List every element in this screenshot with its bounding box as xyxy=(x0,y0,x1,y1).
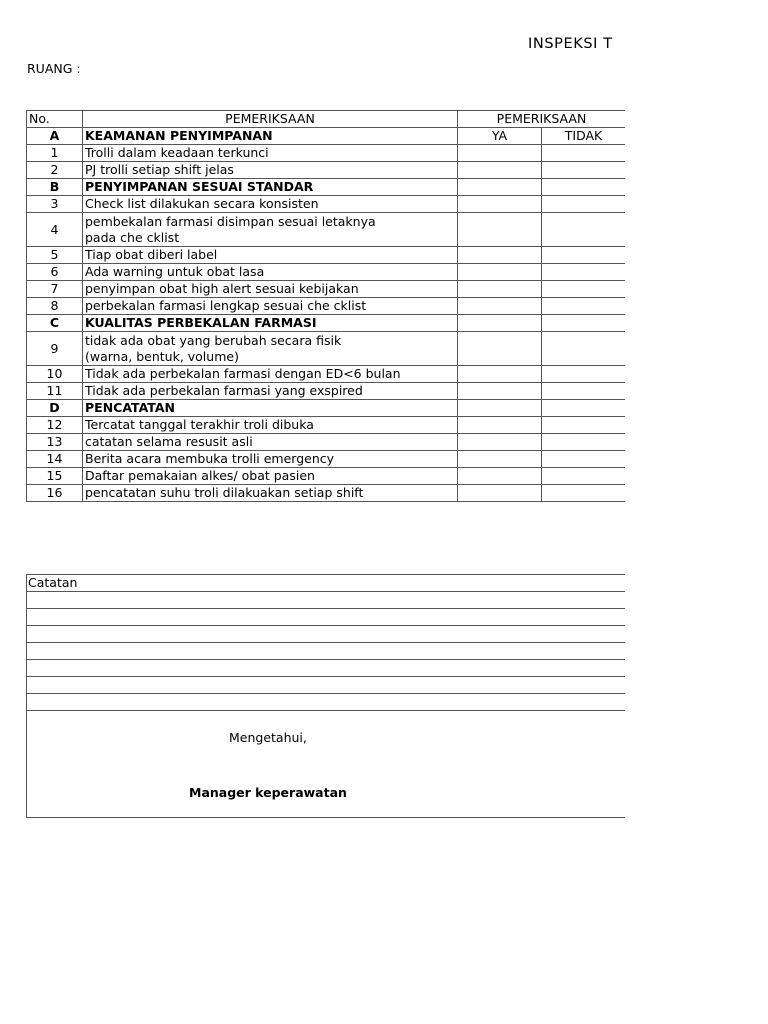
row-number: C xyxy=(27,315,83,332)
table-row xyxy=(27,145,626,162)
ya-check-cell[interactable] xyxy=(458,383,542,400)
row-number: 6 xyxy=(27,264,83,281)
table-row xyxy=(27,213,626,247)
ya-check-cell[interactable] xyxy=(458,485,542,502)
ya-check-cell[interactable] xyxy=(458,400,542,417)
tidak-check-cell[interactable] xyxy=(542,451,626,468)
row-number: 10 xyxy=(27,366,83,383)
tidak-check-cell[interactable] xyxy=(542,213,626,247)
table-row xyxy=(27,332,626,366)
row-text: Check list dilakukan secara konsisten xyxy=(83,196,458,213)
ya-check-cell[interactable] xyxy=(458,315,542,332)
notes-line xyxy=(27,574,625,575)
ya-check-cell[interactable] xyxy=(458,434,542,451)
header-row xyxy=(27,111,626,128)
tidak-check-cell[interactable] xyxy=(542,383,626,400)
notes-box xyxy=(26,574,625,818)
page-title: INSPEKSI T xyxy=(528,36,613,52)
ya-check-cell[interactable] xyxy=(458,332,542,366)
section-row xyxy=(27,400,626,417)
tidak-check-cell[interactable] xyxy=(542,468,626,485)
notes-line[interactable] xyxy=(27,608,625,609)
table-row xyxy=(27,162,626,179)
row-text: catatan selama resusit asli xyxy=(83,434,458,451)
row-text: Berita acara membuka trolli emergency xyxy=(83,451,458,468)
row-number: 16 xyxy=(27,485,83,502)
header-ya: YA xyxy=(458,128,542,145)
row-text: Ada warning untuk obat lasa xyxy=(83,264,458,281)
row-text: penyimpan obat high alert sesuai kebijakan xyxy=(83,281,458,298)
row-text: KUALITAS PERBEKALAN FARMASI xyxy=(83,315,458,332)
row-text-line: (warna, bentuk, volume) xyxy=(85,348,239,364)
tidak-check-cell[interactable] xyxy=(542,264,626,281)
row-number: 2 xyxy=(27,162,83,179)
ya-check-cell[interactable] xyxy=(458,468,542,485)
table-row xyxy=(27,247,626,264)
signer-title: Manager keperawatan xyxy=(189,785,347,800)
tidak-check-cell[interactable] xyxy=(542,315,626,332)
row-text: Tidak ada perbekalan farmasi yang exspired xyxy=(83,383,458,400)
table-row xyxy=(27,366,626,383)
row-text: PJ trolli setiap shift jelas xyxy=(83,162,458,179)
table-row xyxy=(27,383,626,400)
row-text xyxy=(83,332,458,366)
tidak-check-cell[interactable] xyxy=(542,417,626,434)
table-row xyxy=(27,434,626,451)
ya-check-cell[interactable] xyxy=(458,145,542,162)
tidak-check-cell[interactable] xyxy=(542,366,626,383)
row-number: B xyxy=(27,179,83,196)
section-row xyxy=(27,179,626,196)
row-number: 9 xyxy=(27,332,83,366)
ya-check-cell[interactable] xyxy=(458,264,542,281)
ya-check-cell[interactable] xyxy=(458,451,542,468)
row-number: 8 xyxy=(27,298,83,315)
notes-line[interactable] xyxy=(27,659,625,660)
header-tidak: TIDAK xyxy=(542,128,626,145)
notes-line[interactable] xyxy=(27,625,625,626)
section-row xyxy=(27,128,626,145)
row-text: PENYIMPANAN SESUAI STANDAR xyxy=(83,179,458,196)
row-text-line: tidak ada obat yang berubah secara fisik xyxy=(85,332,342,348)
row-text-line: pada che cklist xyxy=(85,229,180,245)
ya-check-cell[interactable] xyxy=(458,213,542,247)
tidak-check-cell[interactable] xyxy=(542,485,626,502)
row-number: A xyxy=(27,128,83,145)
row-text: Daftar pemakaian alkes/ obat pasien xyxy=(83,468,458,485)
header-pemeriksaan-group: PEMERIKSAAN xyxy=(458,111,626,128)
row-text: PENCATATAN xyxy=(83,400,458,417)
row-number: 1 xyxy=(27,145,83,162)
table-row xyxy=(27,281,626,298)
tidak-check-cell[interactable] xyxy=(542,400,626,417)
table-row xyxy=(27,451,626,468)
row-text: pencatatan suhu troli dilakuakan setiap shift xyxy=(83,485,458,502)
row-number: 13 xyxy=(27,434,83,451)
table-row xyxy=(27,196,626,213)
ya-check-cell[interactable] xyxy=(458,366,542,383)
row-text: KEAMANAN PENYIMPANAN xyxy=(83,128,458,145)
header-no: No. xyxy=(27,111,83,128)
tidak-check-cell[interactable] xyxy=(542,179,626,196)
ya-check-cell[interactable] xyxy=(458,417,542,434)
tidak-check-cell[interactable] xyxy=(542,247,626,264)
notes-line[interactable] xyxy=(27,676,625,677)
row-text: perbekalan farmasi lengkap sesuai che cklist xyxy=(83,298,458,315)
ya-check-cell[interactable] xyxy=(458,179,542,196)
row-text xyxy=(83,213,458,247)
notes-line[interactable] xyxy=(27,591,625,592)
row-number: 4 xyxy=(27,213,83,247)
table-row xyxy=(27,298,626,315)
ya-check-cell[interactable] xyxy=(458,247,542,264)
row-text: Tercatat tanggal terakhir troli dibuka xyxy=(83,417,458,434)
tidak-check-cell[interactable] xyxy=(542,162,626,179)
tidak-check-cell[interactable] xyxy=(542,434,626,451)
inspection-table xyxy=(26,110,625,502)
ya-check-cell[interactable] xyxy=(458,162,542,179)
table-row xyxy=(27,468,626,485)
tidak-check-cell[interactable] xyxy=(542,332,626,366)
row-text: Tiap obat diberi label xyxy=(83,247,458,264)
ruang-label: RUANG : xyxy=(27,61,81,76)
row-text-line: pembekalan farmasi disimpan sesuai letaknya xyxy=(85,213,376,229)
row-number: 14 xyxy=(27,451,83,468)
notes-line[interactable] xyxy=(27,693,625,694)
ya-check-cell[interactable] xyxy=(458,196,542,213)
ya-check-cell[interactable] xyxy=(458,281,542,298)
notes-line[interactable] xyxy=(27,642,625,643)
tidak-check-cell[interactable] xyxy=(542,196,626,213)
row-number: 7 xyxy=(27,281,83,298)
tidak-check-cell[interactable] xyxy=(542,281,626,298)
tidak-check-cell[interactable] xyxy=(542,298,626,315)
row-number: D xyxy=(27,400,83,417)
ya-check-cell[interactable] xyxy=(458,298,542,315)
row-text: Tidak ada perbekalan farmasi dengan ED<6 bulan xyxy=(83,366,458,383)
row-number: 15 xyxy=(27,468,83,485)
row-number: 11 xyxy=(27,383,83,400)
row-number: 5 xyxy=(27,247,83,264)
section-row xyxy=(27,315,626,332)
table-row xyxy=(27,264,626,281)
notes-label: Catatan xyxy=(28,575,78,590)
table-row xyxy=(27,485,626,502)
mengetahui-label: Mengetahui, xyxy=(229,730,307,745)
row-number: 12 xyxy=(27,417,83,434)
row-number: 3 xyxy=(27,196,83,213)
header-pemeriksaan: PEMERIKSAAN xyxy=(83,111,458,128)
row-text: Trolli dalam keadaan terkunci xyxy=(83,145,458,162)
table-row xyxy=(27,417,626,434)
tidak-check-cell[interactable] xyxy=(542,145,626,162)
notes-line[interactable] xyxy=(27,710,625,711)
